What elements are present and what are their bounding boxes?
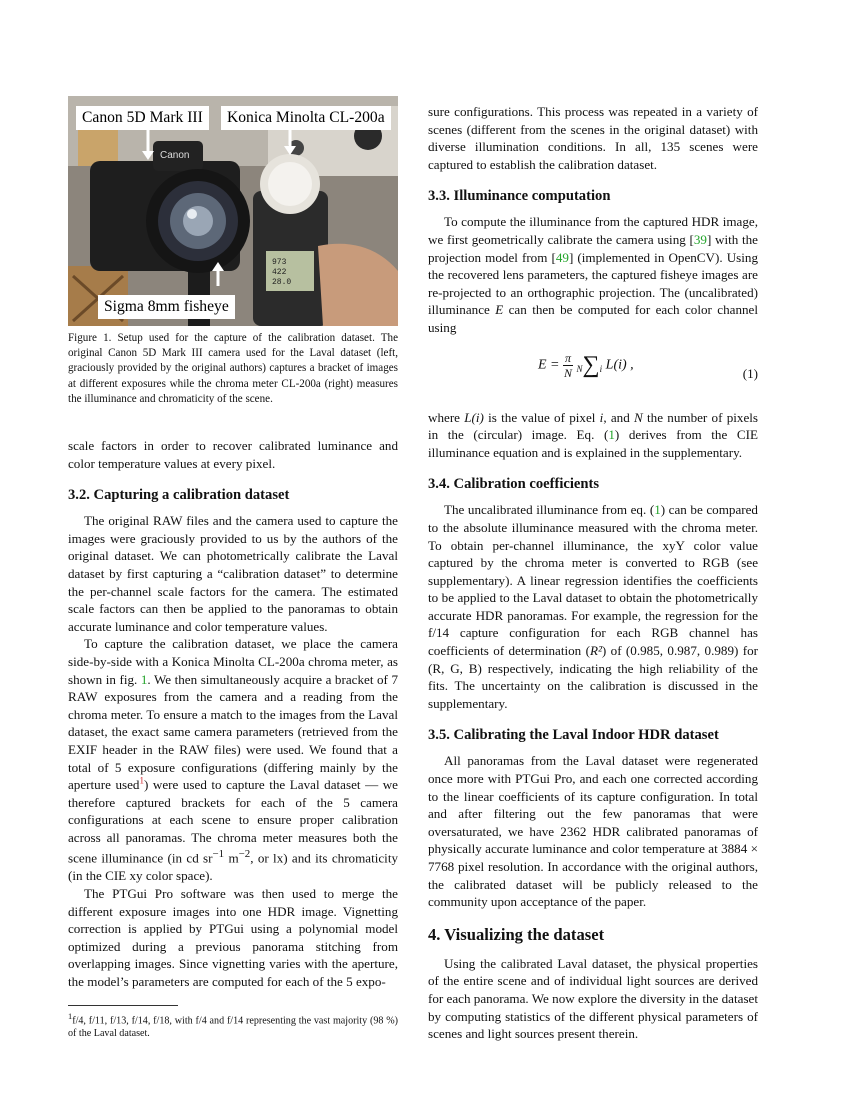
heading-3-3: 3.3. Illuminance computation [428, 188, 611, 205]
label-canon-camera: Canon 5D Mark III [76, 106, 209, 130]
right-column [428, 103, 758, 1043]
citation-39-link[interactable]: 39 [693, 231, 707, 247]
paragraph-3-3-1: To compute the illuminance from the captured HDR image, we first geometrically calibrate the camera using [39] with the projection model from [49] (implemented in OpenCV). Using the recovered lens parameters, the captured fisheye images are re-projected to an orthographic projection. The (uncalibrated) illuminance E can then be computed for each color channel using [428, 214, 758, 335]
footnote: $^1$f/4, f/11, f/13, f/14, f/18, with f/4 and f/14 representing the vast majority (98 %) of the Laval dataset. [68, 1011, 398, 1040]
equation-ref-link-2[interactable]: 1 [654, 502, 661, 518]
equation-1: E = $\frac{\pi}{N}$ N∑i L(i) , (1) [538, 350, 758, 381]
paragraph-3-2-1: The original RAW files and the camera used to capture the images were graciously provided to us by the authors of the original dataset. We can photometrically calibrate the Laval dataset by first capturing a “calibration dataset” to determine the per-channel scale factors for the camera. The estimated scale factors can then be applied to the panoramas to obtain accurate luminance and color temperature values. [68, 513, 398, 634]
paragraph-3-2-3: The PTGui Pro software was then used to merge the different exposure images into one HDR image. Vignetting correction is applied by PTGui using a polynomial model optimized during a previous panorama stitching from overlapping images. Since vignetting varies with the aperture, the model’s parameters are computed for each of the 5 expo- [68, 886, 398, 989]
paragraph-3-5-1: All panoramas from the Laval dataset were regenerated once more with PTGui Pro, and each one corrected according to the linear coefficients of its capture configuration. In total and after filtering out the few panoramas that were oversaturated, we have 2362 HDR calibrated panoramas of physically accurate luminance and color temperature at 3884 × 7768 pixel resolution. In accordance with the original authors, the calibrated dataset will be publicly released to the community upon acceptance of the paper. [428, 753, 758, 910]
meter-readout-1: 973 [272, 258, 287, 267]
meter-readout-2: 422 [272, 268, 287, 277]
equation-number: (1) [742, 365, 758, 381]
label-sigma-lens: Sigma 8mm fisheye [98, 295, 235, 319]
right-continuation: sure configurations. This process was repeated in a variety of scenes (different from the scenes in the original dataset) with diverse illumination conditions. In all, 135 scenes were captured to establish the calibration dataset. [428, 104, 758, 172]
heading-3-4: 3.4. Calibration coefficients [428, 476, 600, 493]
figure-ref-link[interactable]: 1 [140, 671, 148, 687]
meter-readout-3: 28.0 [272, 278, 292, 287]
paragraph-3-2-2: To capture the calibration dataset, we place the camera side-by-side with a Konica Minolta CL-200a chroma meter, as shown in fig. 1. We then simultaneously acquire a bracket of 7 RAW exposures from the camera and a reading from the chroma meter. To ensure a match to the images from the Laval dataset, the exact same camera parameters (retrieved from the EXIF header in the RAW files) were used. We found that a total of 5 exposure configurations (differing mainly by the aperture used$^1$) were used to capture the Laval dataset — we therefore captured brackets for each of the 5 camera configurations at each scene to ensure proper calibration across all panoramas. The chroma meter measures both the scene illuminance (in cd $sr^{-1}$ $m^{-2}$, or lx) and its chromaticity (in the CIE xy color space). [68, 636, 399, 884]
footnote-ref-link[interactable]: 1 [139, 775, 144, 786]
camera-setup-photo [68, 96, 398, 326]
figure-caption: Figure 1. Setup used for the capture of the calibration dataset. The original Canon 5D Mark III camera used for the Laval dataset (left, graciously provided by the original authors) captures a bracket of images at different exposures while the chroma meter CL-200a (right) measures the illuminance and chromaticity of the scene. [68, 332, 398, 405]
heading-4: 4. Visualizing the dataset [428, 924, 605, 944]
paragraph-4-1: Using the calibrated Laval dataset, the physical properties of the entire scene and of individual light sources are derived for each panorama. We now explore the diversity in the dataset by computing statistics of the different physical parameters of scenes and light sources present therein. [428, 955, 758, 1042]
equation-ref-link[interactable]: 1 [608, 427, 615, 443]
paragraph-3-3-2: where L(i) is the value of pixel i, and N the number of pixels in the (circular) image. Eq. (1) derives from the CIE illuminance equation and is explained in the supplementary. [428, 409, 758, 460]
footnote-rule [68, 1005, 178, 1006]
heading-3-2: 3.2. Capturing a calibration dataset [68, 487, 290, 504]
setup-figure [68, 96, 398, 326]
left-column [68, 96, 398, 1041]
svg-text:Canon: Canon [160, 150, 190, 161]
heading-3-5: 3.5. Calibrating the Laval Indoor HDR dataset [428, 727, 719, 744]
paragraph-3-4-1: The uncalibrated illuminance from eq. (1) can be compared to the absolute illuminance measured with the chroma meter. To obtain per-channel illuminance, the xyY color value captured by the chroma meter is converted to RGB (see supplementary). A linear regression identifies the coefficients to be applied to the Laval dataset to obtain the photometrically accurate HDR panoramas. For example, the regression for the f/14 capture configuration for each RGB channel has coefficients of determination (R²) of (0.985, 0.987, 0.989) for (R, G, B) respectively, indicating the high reliability of the fits. The uncertainty on the calibration is discussed in the supplementary. [428, 502, 758, 711]
left-continuation: scale factors in order to recover calibrated luminance and color temperature values at every pixel. [68, 438, 398, 471]
citation-49-link[interactable]: 49 [555, 249, 569, 265]
label-konica-meter: Konica Minolta CL-200a [221, 106, 391, 130]
